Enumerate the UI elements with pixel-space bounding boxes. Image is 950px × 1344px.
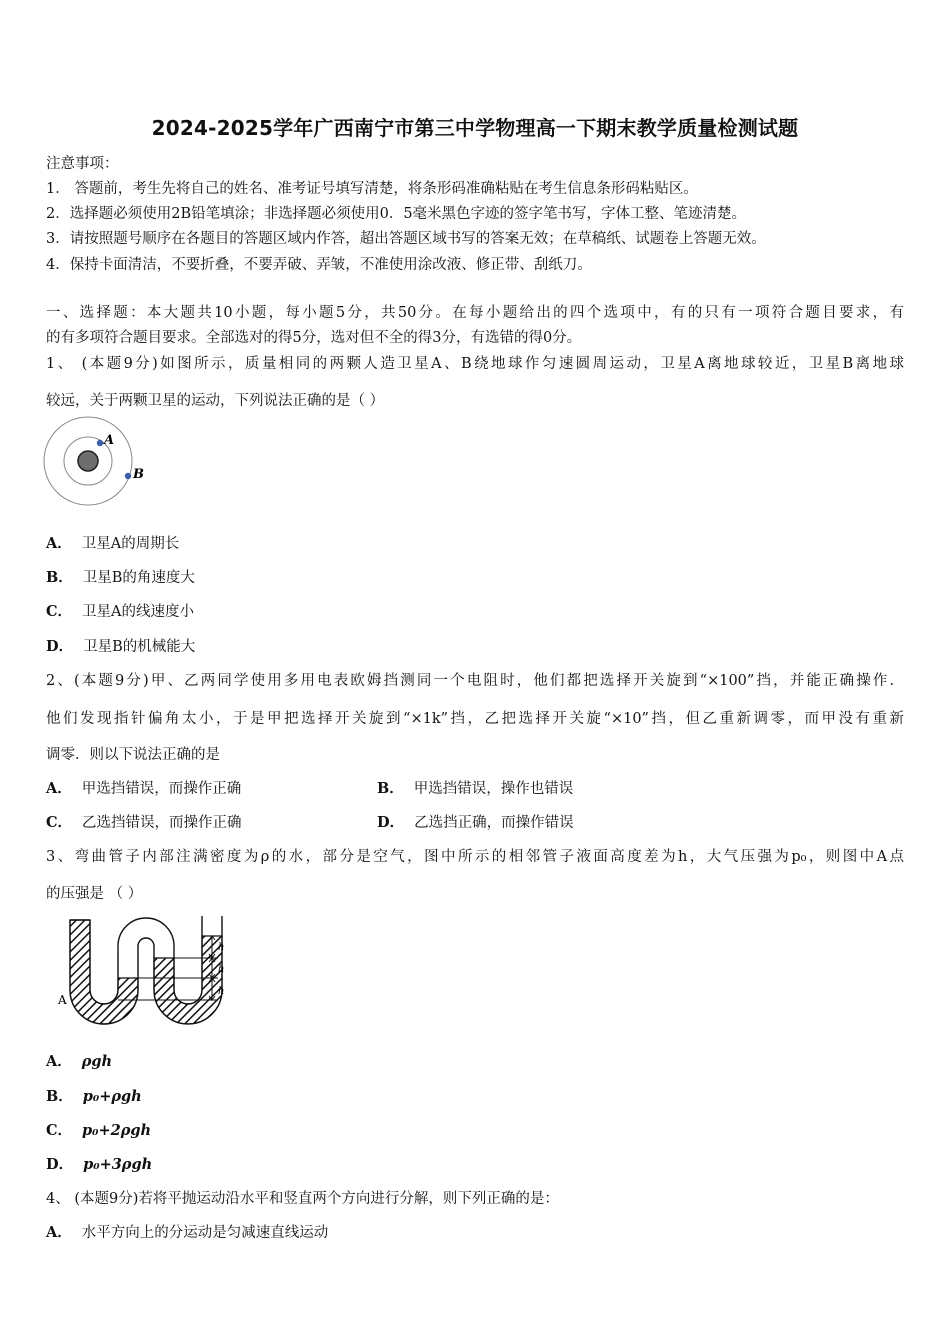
section-intro-line1: 一、选择题：本大题共10小题，每小题5分，共50分。在每小题给出的四个选项中，有的只有一项符合题目要求，有 [46, 305, 904, 321]
q4-option-a[interactable]: A． 水平方向上的分运动是匀减速直线运动 [46, 1224, 329, 1241]
notice-item: 4．保持卡面清洁，不要折叠，不要弄破、弄皱，不准使用涂改液、修正带、刮纸刀。 [46, 257, 592, 273]
u-tube-diagram [58, 912, 248, 1038]
q3-option-a[interactable]: A． ρgh [46, 1053, 113, 1070]
notice-item: 2．选择题必须使用2B铅笔填涂；非选择题必须使用0．5毫米黑色字迹的签字笔书写，字体工整、笔迹清楚。 [46, 206, 747, 222]
q3-stem-line1: 3、弯曲管子内部注满密度为ρ的水，部分是空气，图中所示的相邻管子液面高度差为h，大气压强为p₀，则图中A点 [46, 849, 904, 865]
q1-stem-line1: 1、 (本题9分)如图所示，质量相同的两颗人造卫星A、B绕地球作匀速圆周运动，卫星A离地球较近，卫星B离地球 [46, 356, 904, 372]
height-label: h [218, 986, 225, 997]
q2-stem-line2: 他们发现指针偏角太小，于是甲把选择开关旋到“×1k”挡，乙把选择开关旋“×10”挡，但乙重新调零，而甲没有重新 [46, 711, 904, 727]
notice-item: 3．请按照题号顺序在各题目的答题区域内作答，超出答题区域书写的答案无效；在草稿纸、试题卷上答题无效。 [46, 231, 766, 247]
point-a-label: A [58, 993, 67, 1007]
height-label: h [218, 964, 225, 975]
q2-option-a[interactable]: A． 甲选挡错误，而操作正确 [46, 780, 242, 797]
q1-option-d[interactable]: D． 卫星B的机械能大 [46, 638, 196, 655]
q3-option-d[interactable]: D． p₀+3ρgh [46, 1156, 153, 1173]
q3-option-c[interactable]: C． p₀+2ρgh [46, 1122, 152, 1139]
satellite-b-label: B [133, 467, 144, 482]
q2-stem-line3: 调零．则以下说法正确的是 [46, 747, 220, 763]
q3-stem-line2: 的压强是 （ ） [46, 886, 143, 902]
q1-option-b[interactable]: B． 卫星B的角速度大 [46, 569, 195, 586]
q2-option-b[interactable]: B． 甲选挡错误，操作也错误 [377, 780, 574, 797]
section-intro-line2: 的有多项符合题目要求。全部选对的得5分，选对但不全的得3分，有选错的得0分。 [46, 330, 582, 346]
tube-inner-outline [90, 916, 202, 1004]
earth-icon [78, 451, 98, 471]
q1-stem-line2: 较远，关于两颗卫星的运动，下列说法正确的是（ ） [46, 393, 385, 409]
page-title: 2024-2025学年广西南宁市第三中学物理高一下期末教学质量检测试题 [151, 116, 799, 140]
q2-stem-line1: 2、(本题9分)甲、乙两同学使用多用电表欧姆挡测同一个电阻时，他们都把选择开关旋到“×100”挡，并能正确操作． [46, 673, 904, 689]
notice-heading: 注意事项： [46, 156, 119, 172]
q2-option-d[interactable]: D． 乙选挡正确，而操作错误 [377, 814, 574, 831]
q2-option-c[interactable]: C． 乙选挡错误，而操作正确 [46, 814, 242, 831]
satellite-a-label: A [104, 433, 115, 448]
height-label: h [218, 942, 225, 953]
q1-option-c[interactable]: C． 卫星A的线速度小 [46, 603, 195, 620]
water-left-loop [70, 920, 138, 1024]
q3-option-b[interactable]: B． p₀+ρgh [46, 1088, 142, 1105]
q1-option-a[interactable]: A． 卫星A的周期长 [46, 535, 180, 552]
satellite-b-dot [125, 473, 131, 479]
q4-stem-line1: 4、 (本题9分)若将平抛运动沿水平和竖直两个方向进行分解，则下列正确的是： [46, 1191, 559, 1207]
notice-item: 1． 答题前，考生先将自己的姓名、准考证号填写清楚，将条形码准确粘贴在考生信息条形码粘贴区。 [46, 181, 698, 197]
satellite-orbit-diagram [40, 416, 160, 511]
satellite-a-dot [97, 440, 103, 446]
